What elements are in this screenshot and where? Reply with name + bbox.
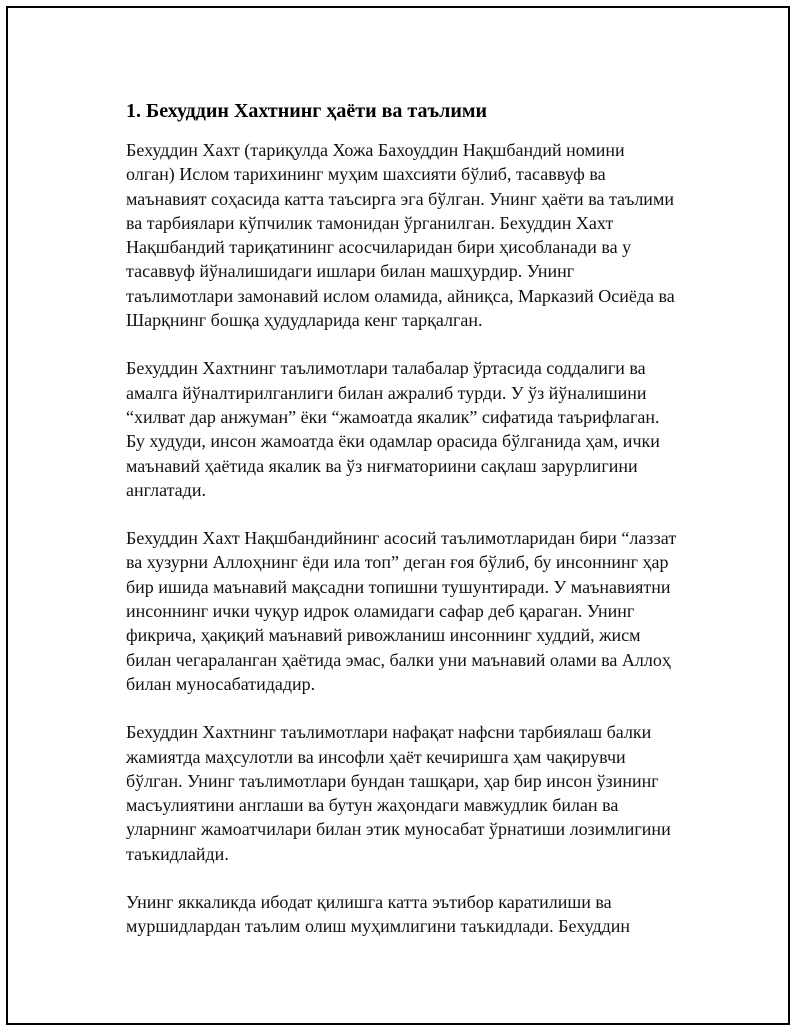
text-line: бўлган. Унинг таълимотлари бундан ташқари, ҳар бир инсон ўзининг xyxy=(126,770,659,791)
text-line: маънавият соҳасида катта таъсирга эга бўлган. Унинг ҳаёти ва таълими xyxy=(126,188,674,209)
text-line: олган) Ислом тарихининг муҳим шахсияти бўлиб, тасаввуф ва xyxy=(126,164,606,185)
text-line: инсоннинг ички чуқур идрок оламидаги сафар деб қараган. Унинг xyxy=(126,601,635,622)
text-line: Бехуддин Хахт (тариқулда Хожа Бахоуддин Нақшбандий номини xyxy=(126,140,625,160)
text-line: англатади. xyxy=(126,479,206,500)
text-line: уларнинг жамоатчилари билан этик муносабат ўрнатиши лозимлигини xyxy=(126,819,671,840)
text-line: бир ишида маънавий мақсадни топишни тушунтиради. У маънавиятни xyxy=(126,576,671,597)
paragraph-4 xyxy=(126,720,716,866)
paragraph-5 xyxy=(126,890,716,939)
paragraph-1 xyxy=(126,138,716,332)
text-line: “хилват дар анжуман” ёки “жамоатда якалик” сифатида таърифлаган. xyxy=(126,406,660,427)
paragraph-2 xyxy=(126,356,716,502)
text-line: ва тарбиялари кўпчилик тамонидан ўрганилган. Бехуддин Хахт xyxy=(126,212,614,233)
section-heading: 1. Бехуддин Хахтнинг ҳаёти ва таълими xyxy=(126,100,488,122)
text-line: билан муносабатидадир. xyxy=(126,673,316,694)
paragraph-3 xyxy=(126,526,716,696)
text-line: Нақшбандий тариқатининг асосчиларидан бири ҳисобланади ва у xyxy=(126,237,632,258)
text-line: таълимотлари замонавий ислом оламида, айниқса, Марказий Осиёда ва xyxy=(126,285,675,306)
text-line: фикрича, ҳақиқий маънавий ривожланиш инсоннинг худдий, жисм xyxy=(126,625,641,646)
text-line: амалга йўналтирилганлиги билан ажралиб турди. У ўз йўналишини xyxy=(126,382,647,403)
text-line: масъулиятини англаши ва бутун жаҳондаги мавжудлик билан ва xyxy=(126,795,619,816)
text-line: тасаввуф йўналишидаги ишлари билан машҳурдир. Унинг xyxy=(126,261,575,282)
text-line: билан чегараланган ҳаётида эмас, балки уни маънавий олами ва Аллоҳ xyxy=(126,649,671,670)
document-body xyxy=(126,98,716,963)
text-line: Бехуддин Хахтнинг таълимотлари талабалар ўртасида соддалиги ва xyxy=(126,358,646,379)
text-line: муршидлардан таълим олиш муҳимлигини таъкидлади. Бехуддин xyxy=(126,916,631,937)
text-line: Бу худуди, инсон жамоатда ёки одамлар орасида бўлганида ҳам, ички xyxy=(126,431,660,452)
text-line: жамиятда маҳсулотли ва инсофли ҳаёт кечиришга ҳам чақирувчи xyxy=(126,746,626,767)
text-line: Бехуддин Хахт Нақшбандийнинг асосий таълимотларидан бири “лаззат xyxy=(126,528,677,549)
text-line: таъкидлайди. xyxy=(126,843,229,864)
text-line: Бехуддин Хахтнинг таълимотлари нафақат нафсни тарбиялаш балки xyxy=(126,722,652,743)
text-line: Шарқнинг бошқа ҳудудларида кенг тарқалган. xyxy=(126,310,483,331)
text-line: маънавий ҳаётида якалик ва ўз ниғматориини сақлаш зарурлигини xyxy=(126,455,638,476)
document-page xyxy=(6,6,790,1025)
text-line: ва хузурни Аллоҳнинг ёди ила топ” деган ғоя бўлиб, бу инсоннинг ҳар xyxy=(126,552,669,573)
text-line: Унинг яккаликда ибодат қилишга катта эътибор каратилиши ва xyxy=(126,892,612,913)
